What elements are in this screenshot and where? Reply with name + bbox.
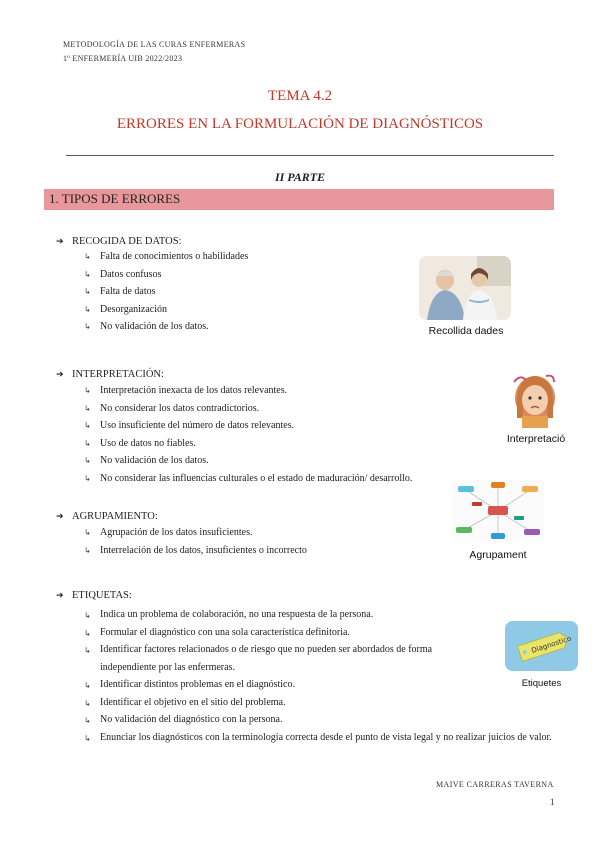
arrow-right-icon: ➔	[56, 512, 64, 522]
list-item: ↳ Falta de datos	[84, 286, 156, 297]
caption-interpretacion: Interpretació	[506, 433, 566, 445]
header-course: METODOLOGÍA DE LAS CURAS ENFERMERAS	[63, 40, 246, 49]
hook-arrow-icon: ↳	[84, 528, 91, 537]
hook-arrow-icon: ↳	[84, 646, 91, 655]
list-item: ↳ Enunciar los diagnósticos con la terminología correcta desde el punto de vista legal y no realizar juicios de valor.	[84, 729, 554, 747]
hook-arrow-icon: ↳	[84, 386, 91, 395]
section-heading: 1. TIPOS DE ERRORES	[49, 191, 181, 206]
section-heading-band	[44, 189, 554, 210]
hook-arrow-icon: ↳	[84, 473, 91, 483]
list-item: ↳ Identificar distintos problemas en el diagnóstico.	[84, 676, 554, 694]
nurse-patient-photo	[419, 256, 511, 320]
section-etiquetas: ➔ ETIQUETAS:	[56, 590, 132, 601]
hook-arrow-icon: ↳	[84, 322, 91, 331]
mind-map-illustration	[452, 480, 544, 542]
hook-arrow-icon: ↳	[84, 252, 91, 261]
topic-number: TEMA 4.2	[267, 88, 333, 104]
hook-arrow-icon: ↳	[84, 733, 91, 743]
label-tag-illustration	[505, 621, 578, 671]
list-item: ↳ Datos confusos	[84, 268, 162, 280]
list-item: ↳ Falta de conocimientos o habilidades	[84, 251, 249, 262]
list-agrupamiento	[84, 527, 307, 562]
list-item: ↳ No validación de los datos.	[84, 321, 209, 332]
list-interpretacion	[84, 385, 412, 490]
list-item: ↳ Interpretación inexacta de los datos relevantes.	[84, 385, 288, 396]
caption-agrupamiento: Agrupament	[469, 549, 527, 561]
hook-arrow-icon: ↳	[84, 287, 91, 296]
hook-arrow-icon: ↳	[84, 456, 91, 465]
footer-author: MAIVE CARRERAS TAVERNA	[436, 780, 554, 789]
section-recogida: ➔ RECOGIDA DE DATOS:	[56, 236, 182, 247]
list-item: ↳ No validación de los datos.	[84, 455, 209, 466]
arrow-right-icon: ➔	[56, 370, 64, 380]
list-item: ↳ Identificar el objetivo en el sitio del problema.	[84, 694, 554, 712]
list-item: ↳ Uso insuficiente del número de datos relevantes.	[84, 420, 295, 431]
hook-arrow-icon: ↳	[84, 269, 91, 279]
list-item: ↳ No considerar los datos contradictorios.	[84, 402, 260, 414]
caption-etiquetas: Etiquetes	[521, 678, 562, 689]
section-interpretacion: ➔ INTERPRETACIÓN:	[56, 369, 164, 380]
hook-arrow-icon: ↳	[84, 681, 91, 690]
page-title: ERRORES EN LA FORMULACIÓN DE DIAGNÓSTICOS	[116, 116, 484, 132]
hook-arrow-icon: ↳	[84, 698, 91, 708]
hook-arrow-icon: ↳	[84, 716, 91, 725]
section-agrupamiento: ➔ AGRUPAMIENTO:	[56, 511, 158, 522]
title-divider	[66, 155, 554, 156]
list-item: ↳ Uso de datos no fiables.	[84, 437, 196, 449]
confused-girl-illustration	[500, 368, 570, 428]
header-year: 1º ENFERMERÍA UIB 2022/2023	[63, 54, 183, 63]
caption-recogida: Recollida dades	[428, 325, 504, 337]
list-item: ↳ No considerar las influencias culturales o el estado de maduración/ desarrollo.	[84, 472, 413, 484]
tag-text: Diagnostico	[530, 634, 573, 655]
list-item: ↳ Interrelación de los datos, insuficientes o incorrecto	[84, 544, 307, 556]
arrow-right-icon: ➔	[56, 237, 64, 247]
list-item: ↳ No validación del diagnóstico con la persona.	[84, 711, 554, 729]
hook-arrow-icon: ↳	[84, 438, 91, 448]
hook-arrow-icon: ↳	[84, 304, 91, 314]
hook-arrow-icon: ↳	[84, 611, 91, 620]
part-label: II PARTE	[274, 170, 326, 184]
hook-arrow-icon: ↳	[84, 421, 91, 430]
hook-arrow-icon: ↳	[84, 628, 91, 638]
page-number: 1	[550, 797, 555, 807]
hook-arrow-icon: ↳	[84, 403, 91, 413]
list-item: ↳ Identificar factores relacionados o de riesgo que no pueden ser abordados de forma independiente por las enfermeras.	[84, 644, 433, 673]
list-item: ↳ Desorganización	[84, 303, 168, 315]
list-item: ↳ Formular el diagnóstico con una sola característica definitoria.	[84, 624, 554, 642]
list-item: ↳ Indica un problema de colaboración, no una respuesta de la persona.	[84, 606, 554, 624]
list-item: ↳ Agrupación de los datos insuficientes.	[84, 527, 253, 538]
list-etiquetas	[84, 606, 554, 746]
hook-arrow-icon: ↳	[84, 545, 91, 555]
arrow-right-icon: ➔	[56, 591, 64, 601]
list-recogida	[84, 251, 248, 339]
